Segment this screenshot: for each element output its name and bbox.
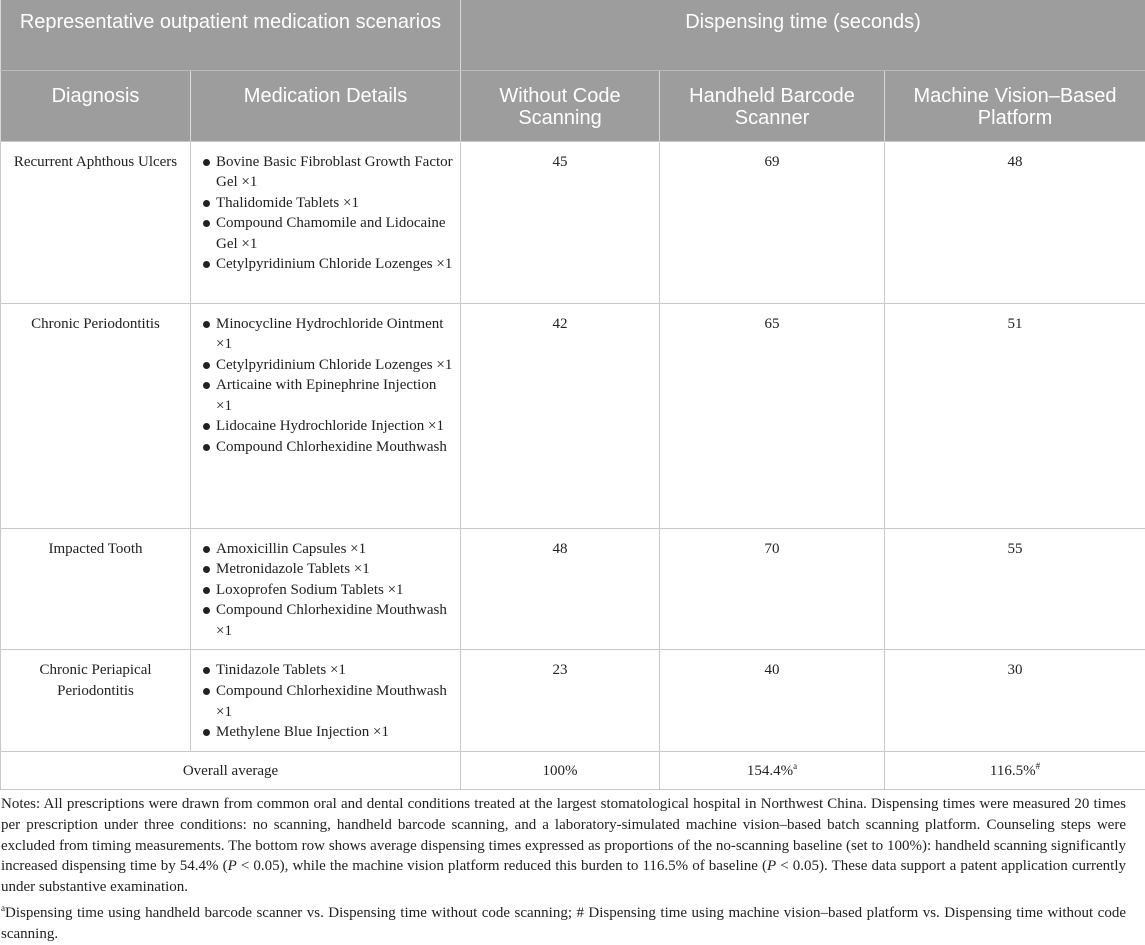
without-scanning-value: 45 xyxy=(461,141,660,303)
medication-list xyxy=(201,539,454,642)
notes-text-2: < 0.05), while the machine vision platform reduced this burden to 116.5% of baseline ( xyxy=(237,858,767,874)
medication-cell xyxy=(191,528,461,650)
medication-list xyxy=(201,314,454,458)
without-scanning-value: 23 xyxy=(461,650,660,751)
header-machine-vision-platform: Machine Vision–Based Platform xyxy=(885,70,1145,141)
list-item: Thalidomide Tablets ×1 xyxy=(201,193,454,214)
header-scenarios: Representative outpatient medication scenarios xyxy=(1,0,461,70)
list-item: Amoxicillin Capsules ×1 xyxy=(201,539,454,560)
list-item: Lidocaine Hydrochloride Injection ×1 xyxy=(201,416,454,437)
list-item: Articaine with Epinephrine Injection ×1 xyxy=(201,375,454,416)
notes-text-3: < 0.05). These data support a patent application currently under substantive examination. xyxy=(1,858,1126,895)
machine-vision-value: 48 xyxy=(885,141,1145,303)
average-machine-cell xyxy=(885,751,1145,790)
list-item: Loxoprofen Sodium Tablets ×1 xyxy=(201,580,454,601)
handheld-scanner-value: 69 xyxy=(660,141,885,303)
medication-list xyxy=(201,152,454,276)
overall-average-label: Overall average xyxy=(1,751,461,790)
notes-text-1: Notes: All prescriptions were drawn from common oral and dental conditions treated at the largest stomatological hospital in Northwest China. Dispensing times were measured 20 times per prescription under three conditions: no scanning, handheld barcode scanning, and a laboratory-simulated machine vision–based batch scanning platform. Counseling steps were excluded from timing measurements. The bottom row shows average dispensing times expressed as proportions of the no-scanning baseline (set to 100%): handheld scanning significantly increased dispensing time by 54.4% ( xyxy=(1,796,1126,874)
machine-vision-value: 51 xyxy=(885,303,1145,528)
footnote xyxy=(1,903,1126,944)
average-without-scanning: 100% xyxy=(461,751,660,790)
list-item: Metronidazole Tablets ×1 xyxy=(201,559,454,580)
footnote-text: Dispensing time using handheld barcode scanner vs. Dispensing time without code scanning; # Dispensing time using machine vision–based platform vs. Dispensing time without code scanning. xyxy=(1,905,1126,942)
average-handheld-value: 154.4% xyxy=(747,763,793,779)
list-item: Minocycline Hydrochloride Ointment ×1 xyxy=(201,314,454,355)
diagnosis-cell: Impacted Tooth xyxy=(1,528,191,650)
header-dispensing-time: Dispensing time (seconds) xyxy=(461,0,1145,70)
list-item: Compound Chlorhexidine Mouthwash xyxy=(201,437,454,458)
list-item: Cetylpyridinium Chloride Lozenges ×1 xyxy=(201,254,454,275)
p-symbol: P xyxy=(767,858,776,874)
diagnosis-cell: Chronic Periapical Periodontitis xyxy=(1,650,191,751)
handheld-scanner-value: 65 xyxy=(660,303,885,528)
list-item: Compound Chlorhexidine Mouthwash ×1 xyxy=(201,600,454,641)
medication-cell xyxy=(191,141,461,303)
table-notes xyxy=(0,790,1145,944)
handheld-scanner-value: 70 xyxy=(660,528,885,650)
list-item: Tinidazole Tablets ×1 xyxy=(201,660,454,681)
list-item: Compound Chlorhexidine Mouthwash ×1 xyxy=(201,681,454,722)
header-handheld-barcode-scanner: Handheld Barcode Scanner xyxy=(660,70,885,141)
medication-cell xyxy=(191,650,461,751)
without-scanning-value: 42 xyxy=(461,303,660,528)
diagnosis-cell: Recurrent Aphthous Ulcers xyxy=(1,141,191,303)
table-row xyxy=(1,650,1145,751)
footnote-mark-a: a xyxy=(793,761,797,771)
average-handheld-cell xyxy=(660,751,885,790)
average-machine-value: 116.5% xyxy=(990,763,1036,779)
list-item: Cetylpyridinium Chloride Lozenges ×1 xyxy=(201,355,454,376)
handheld-scanner-value: 40 xyxy=(660,650,885,751)
footnote-mark: a xyxy=(1,903,5,913)
footnote-mark-hash: # xyxy=(1036,761,1041,771)
medication-cell xyxy=(191,303,461,528)
table-row xyxy=(1,141,1145,303)
table-row xyxy=(1,528,1145,650)
header-medication-details: Medication Details xyxy=(191,70,461,141)
list-item: Compound Chamomile and Lidocaine Gel ×1 xyxy=(201,213,454,254)
diagnosis-cell: Chronic Periodontitis xyxy=(1,303,191,528)
header-without-code-scanning: Without Code Scanning xyxy=(461,70,660,141)
list-item: Bovine Basic Fibroblast Growth Factor Gel ×1 xyxy=(201,152,454,193)
overall-average-row xyxy=(1,751,1145,790)
machine-vision-value: 30 xyxy=(885,650,1145,751)
machine-vision-value: 55 xyxy=(885,528,1145,650)
list-item: Methylene Blue Injection ×1 xyxy=(201,722,454,743)
p-symbol: P xyxy=(228,858,237,874)
header-diagnosis: Diagnosis xyxy=(1,70,191,141)
medication-list xyxy=(201,660,454,742)
notes-paragraph xyxy=(1,794,1126,897)
without-scanning-value: 48 xyxy=(461,528,660,650)
table-row xyxy=(1,303,1145,528)
